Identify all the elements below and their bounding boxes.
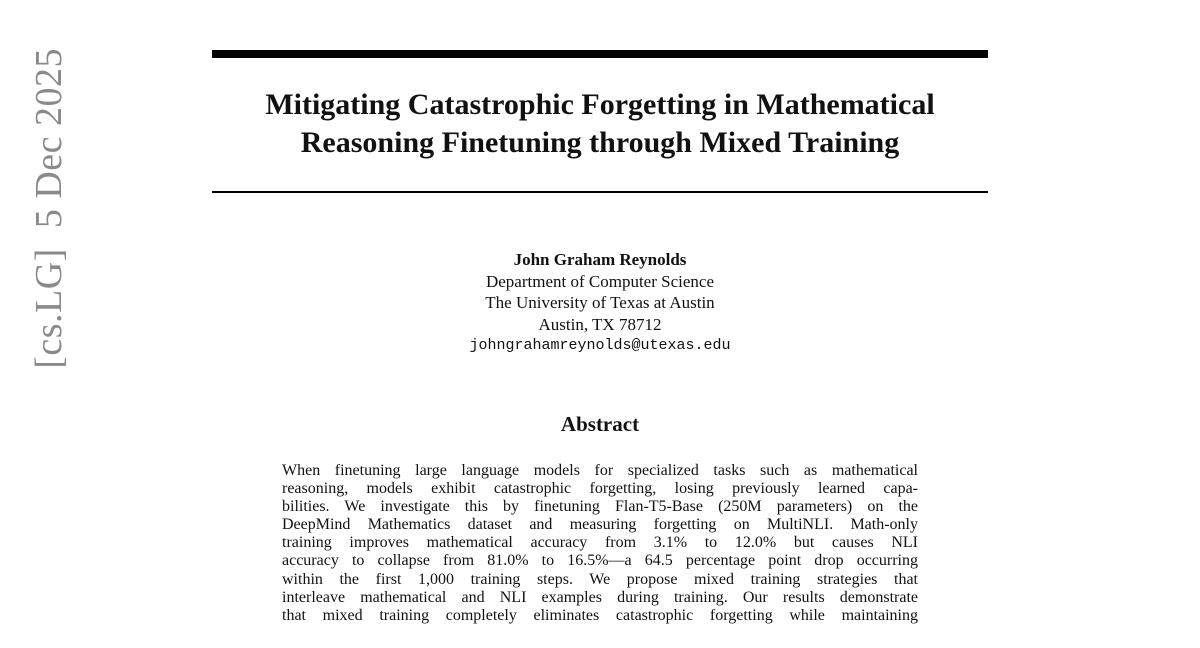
- abstract-line: that mixed training completely eliminates catastrophic forgetting while maintaining: [282, 606, 918, 624]
- abstract-line: within the first 1,000 training steps. We propose mixed training strategies that: [282, 570, 918, 588]
- title-line: Reasoning Finetuning through Mixed Training: [300, 126, 900, 159]
- abstract-line: accuracy to collapse from 81.0% to 16.5%—a 64.5 percentage point drop occurring: [282, 552, 918, 570]
- title-line: Mitigating Catastrophic Forgetting in Mathematical: [265, 88, 935, 121]
- abstract-line: bilities. We investigate this by finetuning Flan-T5-Base (250M parameters) on the: [282, 498, 918, 516]
- abstract-line: training improves mathematical accuracy from 3.1% to 12.0% but causes NLI: [282, 534, 918, 552]
- title-bottom-rule: [212, 191, 988, 193]
- author-department: Department of Computer Science: [485, 271, 714, 291]
- abstract-line: DeepMind Mathematics dataset and measuring forgetting on MultiNLI. Math-only: [282, 516, 918, 534]
- author-block: [212, 249, 988, 357]
- abstract-line: When finetuning large language models for specialized tasks such as mathematical: [282, 462, 918, 479]
- author-email: johngrahamreynolds@utexas.edu: [469, 337, 731, 354]
- author-location: Austin, TX 78712: [538, 314, 662, 334]
- author-university: The University of Texas at Austin: [485, 293, 715, 312]
- author-name: John Graham Reynolds: [513, 250, 687, 269]
- title-top-rule: [212, 50, 988, 58]
- paper-title: [212, 86, 988, 162]
- abstract-heading: Abstract: [560, 412, 640, 436]
- abstract-body: [282, 462, 918, 625]
- arxiv-side-stamp: [cs.LG] 5 Dec 2025: [28, 48, 70, 369]
- abstract-line: interleave mathematical and NLI examples during training. Our results demonstrate: [282, 588, 918, 606]
- abstract-line: reasoning, models exhibit catastrophic forgetting, losing previously learned capa-: [282, 480, 918, 498]
